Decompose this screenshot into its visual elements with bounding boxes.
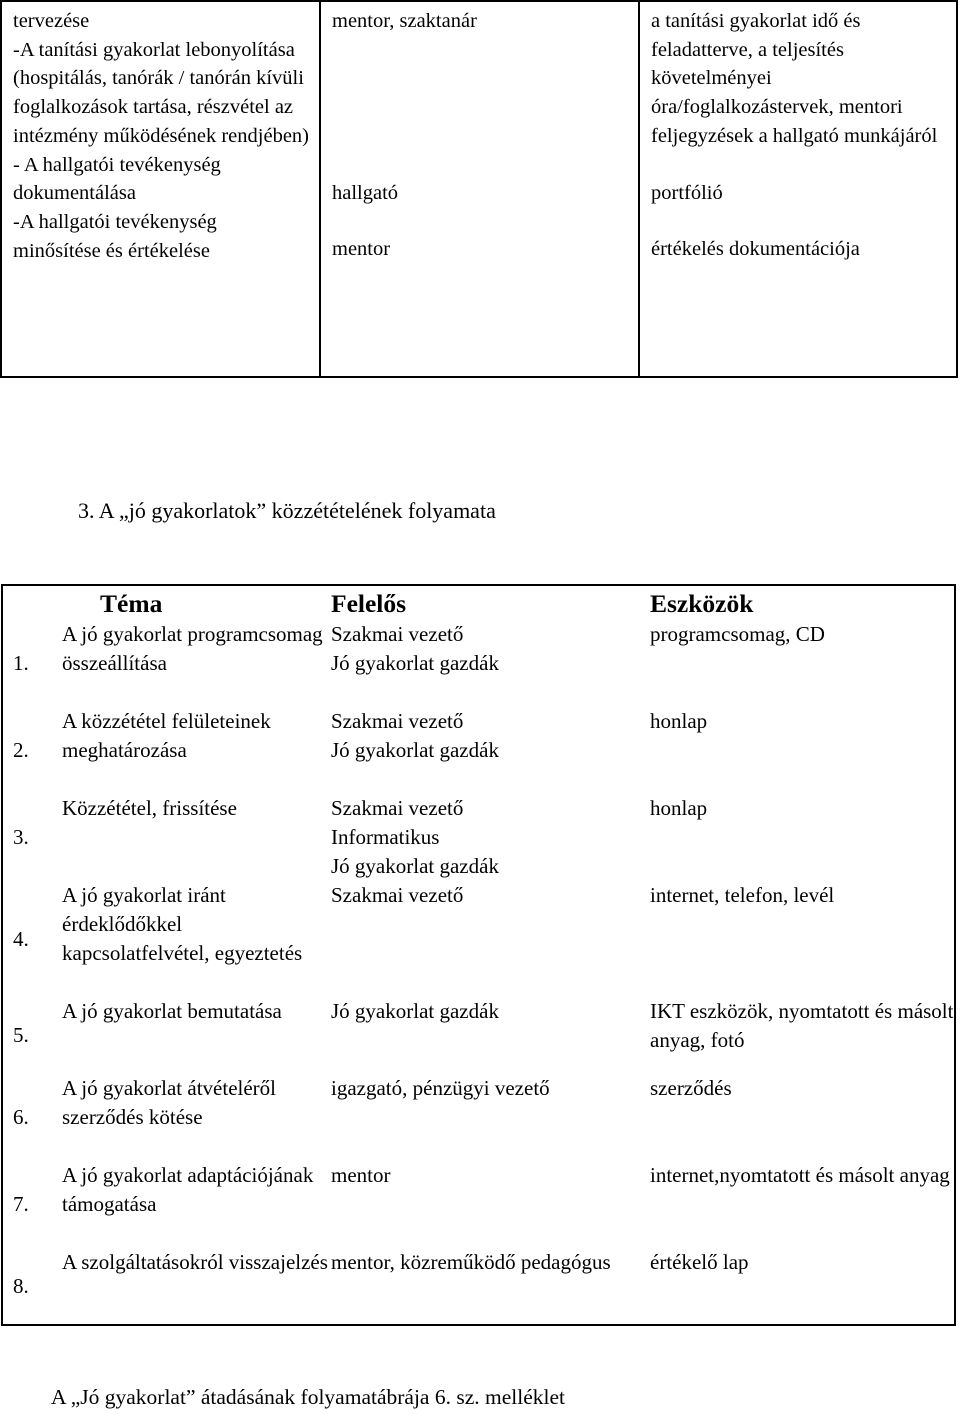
- row-eszkozok: programcsomag, CD: [650, 622, 825, 646]
- row-eszkozok: értékelő lap: [650, 1250, 749, 1274]
- header-felelos: Felelős: [331, 589, 407, 618]
- row-number: 8.: [13, 1273, 29, 1298]
- process-table-continued: [0, 0, 958, 378]
- row-number: 3.: [13, 825, 29, 849]
- row-felelos: Szakmai vezető Jó gyakorlat gazdák: [331, 709, 499, 762]
- table-row: [2, 1161, 955, 1248]
- row-number: 6.: [13, 1105, 29, 1129]
- row-number: 2.: [13, 738, 29, 762]
- row-tema: A közzététel felületeinek meghatározása: [62, 709, 271, 762]
- row-felelos: Szakmai vezető Informatikus Jó gyakorlat gazdák: [331, 796, 499, 878]
- table-row: [2, 707, 955, 794]
- activity-cell: [1, 1, 320, 377]
- row-tema: A jó gyakorlat adaptációjának támogatása: [62, 1163, 314, 1216]
- header-tema: Téma: [100, 589, 163, 618]
- row-tema: A jó gyakorlat átvételéről szerződés kötése: [62, 1076, 277, 1129]
- table-row: [2, 620, 955, 707]
- row-number: 5.: [13, 1023, 29, 1047]
- responsible-line-2: hallgató: [332, 181, 399, 204]
- row-tema: A jó gyakorlat programcsomag összeállítása: [62, 622, 323, 675]
- row-tema: A szolgáltatásokról visszajelzés: [62, 1250, 328, 1274]
- row-number: 7.: [13, 1192, 29, 1216]
- row-number: 4.: [13, 926, 29, 951]
- row-felelos: igazgató, pénzügyi vezető: [331, 1076, 550, 1100]
- row-eszkozok: internet,nyomtatott és másolt anyag: [650, 1163, 950, 1187]
- tools-text-3: értékelés dokumentációja: [651, 238, 860, 261]
- row-tema: A jó gyakorlat bemutatása: [62, 999, 282, 1023]
- row-number: 1.: [13, 651, 29, 675]
- responsible-cell: [320, 1, 639, 377]
- row-eszkozok: honlap: [650, 709, 708, 733]
- row-eszkozok: szerződés: [650, 1076, 732, 1100]
- row-felelos: Szakmai vezető Jó gyakorlat gazdák: [331, 622, 499, 675]
- section-heading: 3. A „jó gyakorlatok” közzétételének folyamata: [78, 498, 496, 523]
- header-eszkozok: Eszközök: [650, 589, 754, 618]
- row-felelos: mentor: [331, 1163, 391, 1187]
- responsible-line-3: mentor: [332, 238, 391, 261]
- row-tema: A jó gyakorlat iránt érdeklődőkkel kapcsolatfelvétel, egyeztetés: [62, 883, 303, 965]
- tools-text-2: portfólió: [651, 181, 723, 204]
- row-eszkozok: IKT eszközök, nyomtatott és másolt anyag, fotó: [650, 999, 954, 1052]
- footer-note: A „Jó gyakorlat” átadásának folyamatábrája 6. sz. melléklet: [51, 1385, 565, 1409]
- table-row: [2, 997, 955, 1074]
- table-header-row: [2, 585, 955, 620]
- row-eszkozok: internet, telefon, levél: [650, 883, 835, 907]
- publication-process-table: [1, 584, 956, 1326]
- table-row: [2, 794, 955, 881]
- row-tema: Közzététel, frissítése: [62, 796, 237, 820]
- table-row: [2, 1248, 955, 1325]
- row-felelos: Szakmai vezető: [331, 883, 464, 907]
- responsible-line-1: mentor, szaktanár: [332, 10, 477, 32]
- activity-text: tervezése -A tanítási gyakorlat lebonyolítása (hospitálás, tanórák / tanórán kívüli foglalkozások tartása, részvétel az intézmény működésének rendjében) - A hallgatói tevékenység dokumentálása -A hallgatói tevékenység minősítése és értékelése: [13, 10, 309, 262]
- table-row: [2, 881, 955, 997]
- row-felelos: Jó gyakorlat gazdák: [331, 999, 499, 1023]
- row-felelos: mentor, közreműködő pedagógus: [331, 1250, 611, 1274]
- table-row: [2, 1074, 955, 1161]
- tools-cell: [639, 1, 957, 377]
- row-eszkozok: honlap: [650, 796, 708, 820]
- tools-text-1: a tanítási gyakorlat idő és feladatterve, a teljesítés követelményei óra/foglalkozástervek, mentori feljegyzések a hallgató munkájáról: [651, 10, 938, 147]
